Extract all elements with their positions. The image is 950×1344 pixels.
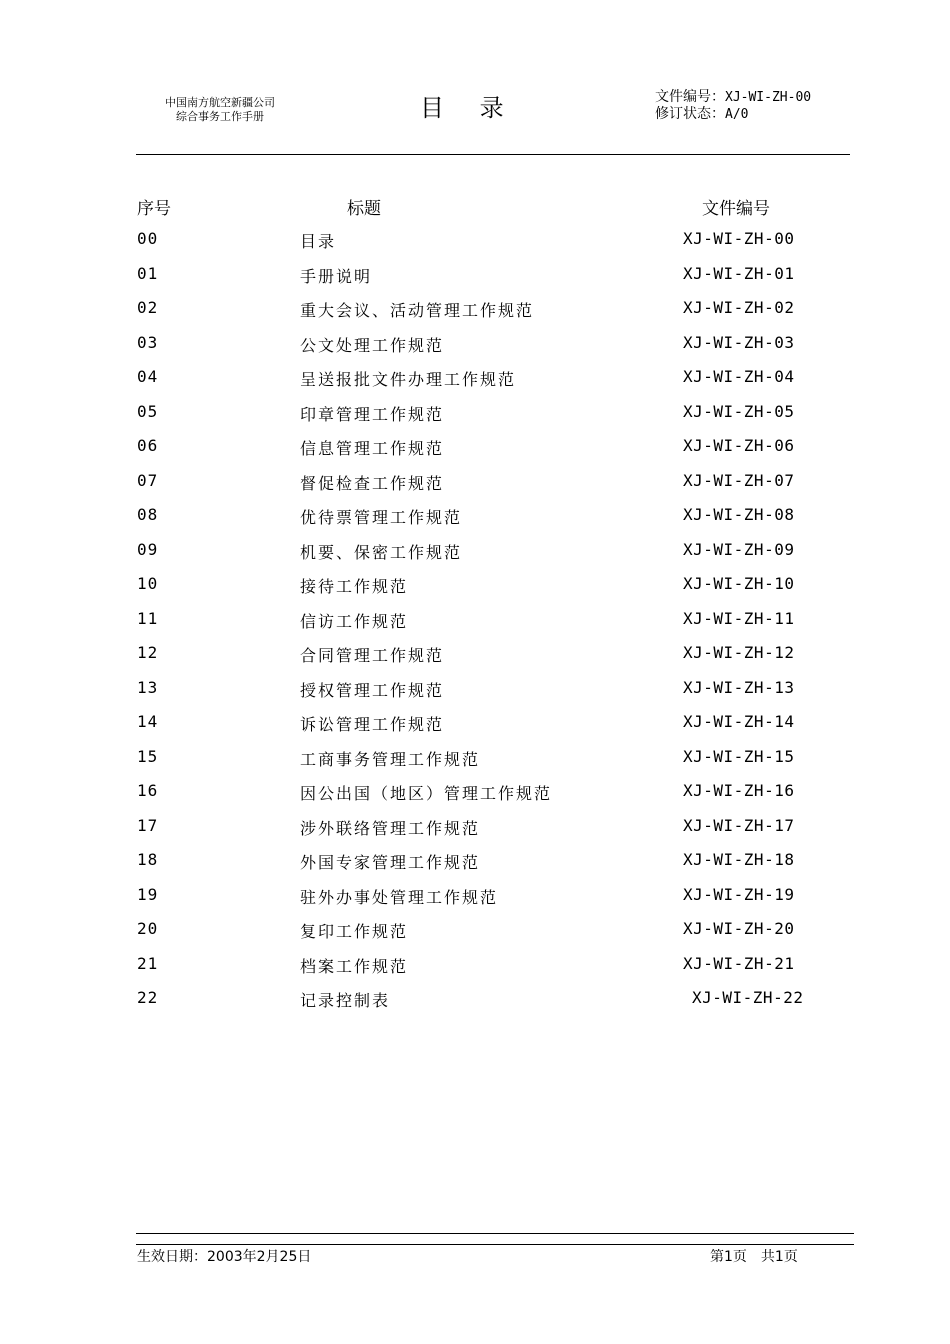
toc-row-code: XJ-WI-ZH-10 — [683, 574, 795, 593]
document-meta — [655, 89, 811, 123]
toc-row-code: XJ-WI-ZH-11 — [683, 608, 795, 628]
toc-row-number: 14 — [137, 712, 159, 731]
toc-row-code: XJ-WI-ZH-06 — [683, 436, 795, 455]
column-header-no: 序号 — [137, 199, 171, 219]
toc-row-code: XJ-WI-ZH-12 — [683, 643, 795, 662]
toc-row-title: 诉讼管理工作规范 — [300, 715, 445, 734]
column-header-code: 文件编号 — [702, 199, 770, 219]
toc-row-title: 复印工作规范 — [300, 922, 409, 941]
toc-row-number: 11 — [137, 608, 159, 628]
toc-row-title: 机要、保密工作规范 — [300, 542, 463, 562]
toc-row-title: 外国专家管理工作规范 — [300, 853, 481, 872]
toc-row-code: XJ-WI-ZH-18 — [683, 850, 795, 869]
toc-row-number: 20 — [137, 919, 159, 938]
toc-row-number: 17 — [137, 815, 159, 835]
toc-row-title: 信访工作规范 — [300, 611, 409, 631]
company-name — [140, 96, 300, 124]
toc-row-code: XJ-WI-ZH-20 — [683, 919, 795, 938]
toc-row-title: 公文处理工作规范 — [300, 335, 445, 355]
toc-row-title: 因公出国（地区）管理工作规范 — [300, 784, 553, 803]
toc-row-number: 06 — [137, 436, 159, 455]
toc-row-code: XJ-WI-ZH-04 — [683, 367, 795, 386]
toc-row-number: 19 — [137, 884, 159, 904]
toc-row — [0, 948, 950, 983]
toc-row-code: XJ-WI-ZH-14 — [683, 712, 795, 731]
toc-row-number: 13 — [137, 677, 159, 697]
toc-row-number: 04 — [137, 367, 159, 386]
toc-row-number: 15 — [137, 746, 159, 766]
toc-row-number: 01 — [137, 263, 159, 283]
toc-row — [0, 706, 950, 741]
doc-number — [655, 89, 811, 106]
toc-row-title: 信息管理工作规范 — [300, 439, 445, 458]
toc-row-title: 印章管理工作规范 — [300, 404, 445, 424]
toc-row-code: XJ-WI-ZH-08 — [683, 505, 795, 524]
column-header-title: 标题 — [347, 199, 381, 219]
toc-row-title: 优待票管理工作规范 — [300, 508, 463, 527]
toc-row-title: 合同管理工作规范 — [300, 646, 445, 665]
toc-row-code: XJ-WI-ZH-17 — [683, 815, 795, 835]
toc-row-code: XJ-WI-ZH-07 — [683, 470, 795, 490]
effective-date: 生效日期：2003年2月25日 — [137, 1249, 312, 1265]
toc-row-number: 18 — [137, 850, 159, 869]
toc-row — [0, 430, 950, 465]
toc-row-code: XJ-WI-ZH-21 — [683, 953, 795, 973]
toc-row-number: 12 — [137, 643, 159, 662]
toc-row — [0, 568, 950, 603]
toc-row — [0, 396, 950, 431]
toc-row-code: XJ-WI-ZH-13 — [683, 677, 795, 697]
toc-row-title: 工商事务管理工作规范 — [300, 749, 481, 769]
page-title: 目 录 — [420, 94, 518, 122]
company-line-2: 综合事务工作手册 — [176, 110, 264, 123]
toc-row — [0, 292, 950, 327]
toc-row — [0, 741, 950, 776]
toc-row — [0, 844, 950, 879]
toc-row-code: XJ-WI-ZH-02 — [683, 298, 795, 317]
toc-row-number: 22 — [137, 988, 159, 1007]
toc-row-title: 记录控制表 — [300, 991, 391, 1010]
toc-row — [0, 879, 950, 914]
toc-row — [0, 982, 950, 1017]
toc-row-number: 09 — [137, 539, 159, 559]
toc-row-title: 档案工作规范 — [300, 956, 409, 976]
toc-row — [0, 810, 950, 845]
toc-row — [0, 223, 950, 258]
toc-row-title: 涉外联络管理工作规范 — [300, 818, 481, 838]
doc-number-label: 文件编号： — [655, 89, 725, 105]
toc-row-number: 16 — [137, 781, 159, 800]
toc-row-code: XJ-WI-ZH-03 — [683, 332, 795, 352]
toc-row-code: XJ-WI-ZH-05 — [683, 401, 795, 421]
toc-row-number: 07 — [137, 470, 159, 490]
toc-row-code: XJ-WI-ZH-19 — [683, 884, 795, 904]
page-info: 第1页 共1页 — [710, 1249, 798, 1265]
company-line-1: 中国南方航空新疆公司 — [165, 96, 275, 109]
toc-list — [0, 223, 950, 1017]
toc-row-title: 呈送报批文件办理工作规范 — [300, 370, 517, 389]
toc-row-number: 21 — [137, 953, 159, 973]
toc-row-number: 10 — [137, 574, 159, 593]
toc-row-code: XJ-WI-ZH-09 — [683, 539, 795, 559]
toc-row-title: 重大会议、活动管理工作规范 — [300, 301, 535, 320]
toc-row — [0, 327, 950, 362]
toc-row-code: XJ-WI-ZH-16 — [683, 781, 795, 800]
toc-row — [0, 258, 950, 293]
toc-row — [0, 603, 950, 638]
toc-row — [0, 913, 950, 948]
toc-row-number: 08 — [137, 505, 159, 524]
toc-row — [0, 361, 950, 396]
toc-row — [0, 499, 950, 534]
toc-row-number: 02 — [137, 298, 159, 317]
toc-row-title: 驻外办事处管理工作规范 — [300, 887, 499, 907]
header-divider — [136, 154, 850, 155]
revision-label: 修订状态： — [655, 106, 725, 122]
toc-row-title: 接待工作规范 — [300, 577, 409, 596]
toc-row-title: 目录 — [300, 232, 337, 251]
doc-number-value: XJ-WI-ZH-00 — [725, 90, 812, 105]
toc-row — [0, 534, 950, 569]
revision-value: A/0 — [725, 107, 749, 122]
toc-row — [0, 465, 950, 500]
toc-row-code: XJ-WI-ZH-22 — [692, 988, 804, 1007]
toc-row — [0, 637, 950, 672]
toc-row — [0, 672, 950, 707]
footer-divider-bottom — [136, 1244, 854, 1245]
toc-row-code: XJ-WI-ZH-15 — [683, 746, 795, 766]
toc-row-title: 手册说明 — [300, 266, 373, 286]
toc-row-code: XJ-WI-ZH-01 — [683, 263, 795, 283]
toc-row — [0, 775, 950, 810]
footer-divider-top — [136, 1233, 854, 1234]
toc-row-number: 05 — [137, 401, 159, 421]
toc-row-code: XJ-WI-ZH-00 — [683, 229, 795, 248]
toc-row-title: 授权管理工作规范 — [300, 680, 445, 700]
toc-row-number: 03 — [137, 332, 159, 352]
revision-status — [655, 106, 811, 123]
toc-row-number: 00 — [137, 229, 159, 248]
toc-row-title: 督促检查工作规范 — [300, 473, 445, 493]
